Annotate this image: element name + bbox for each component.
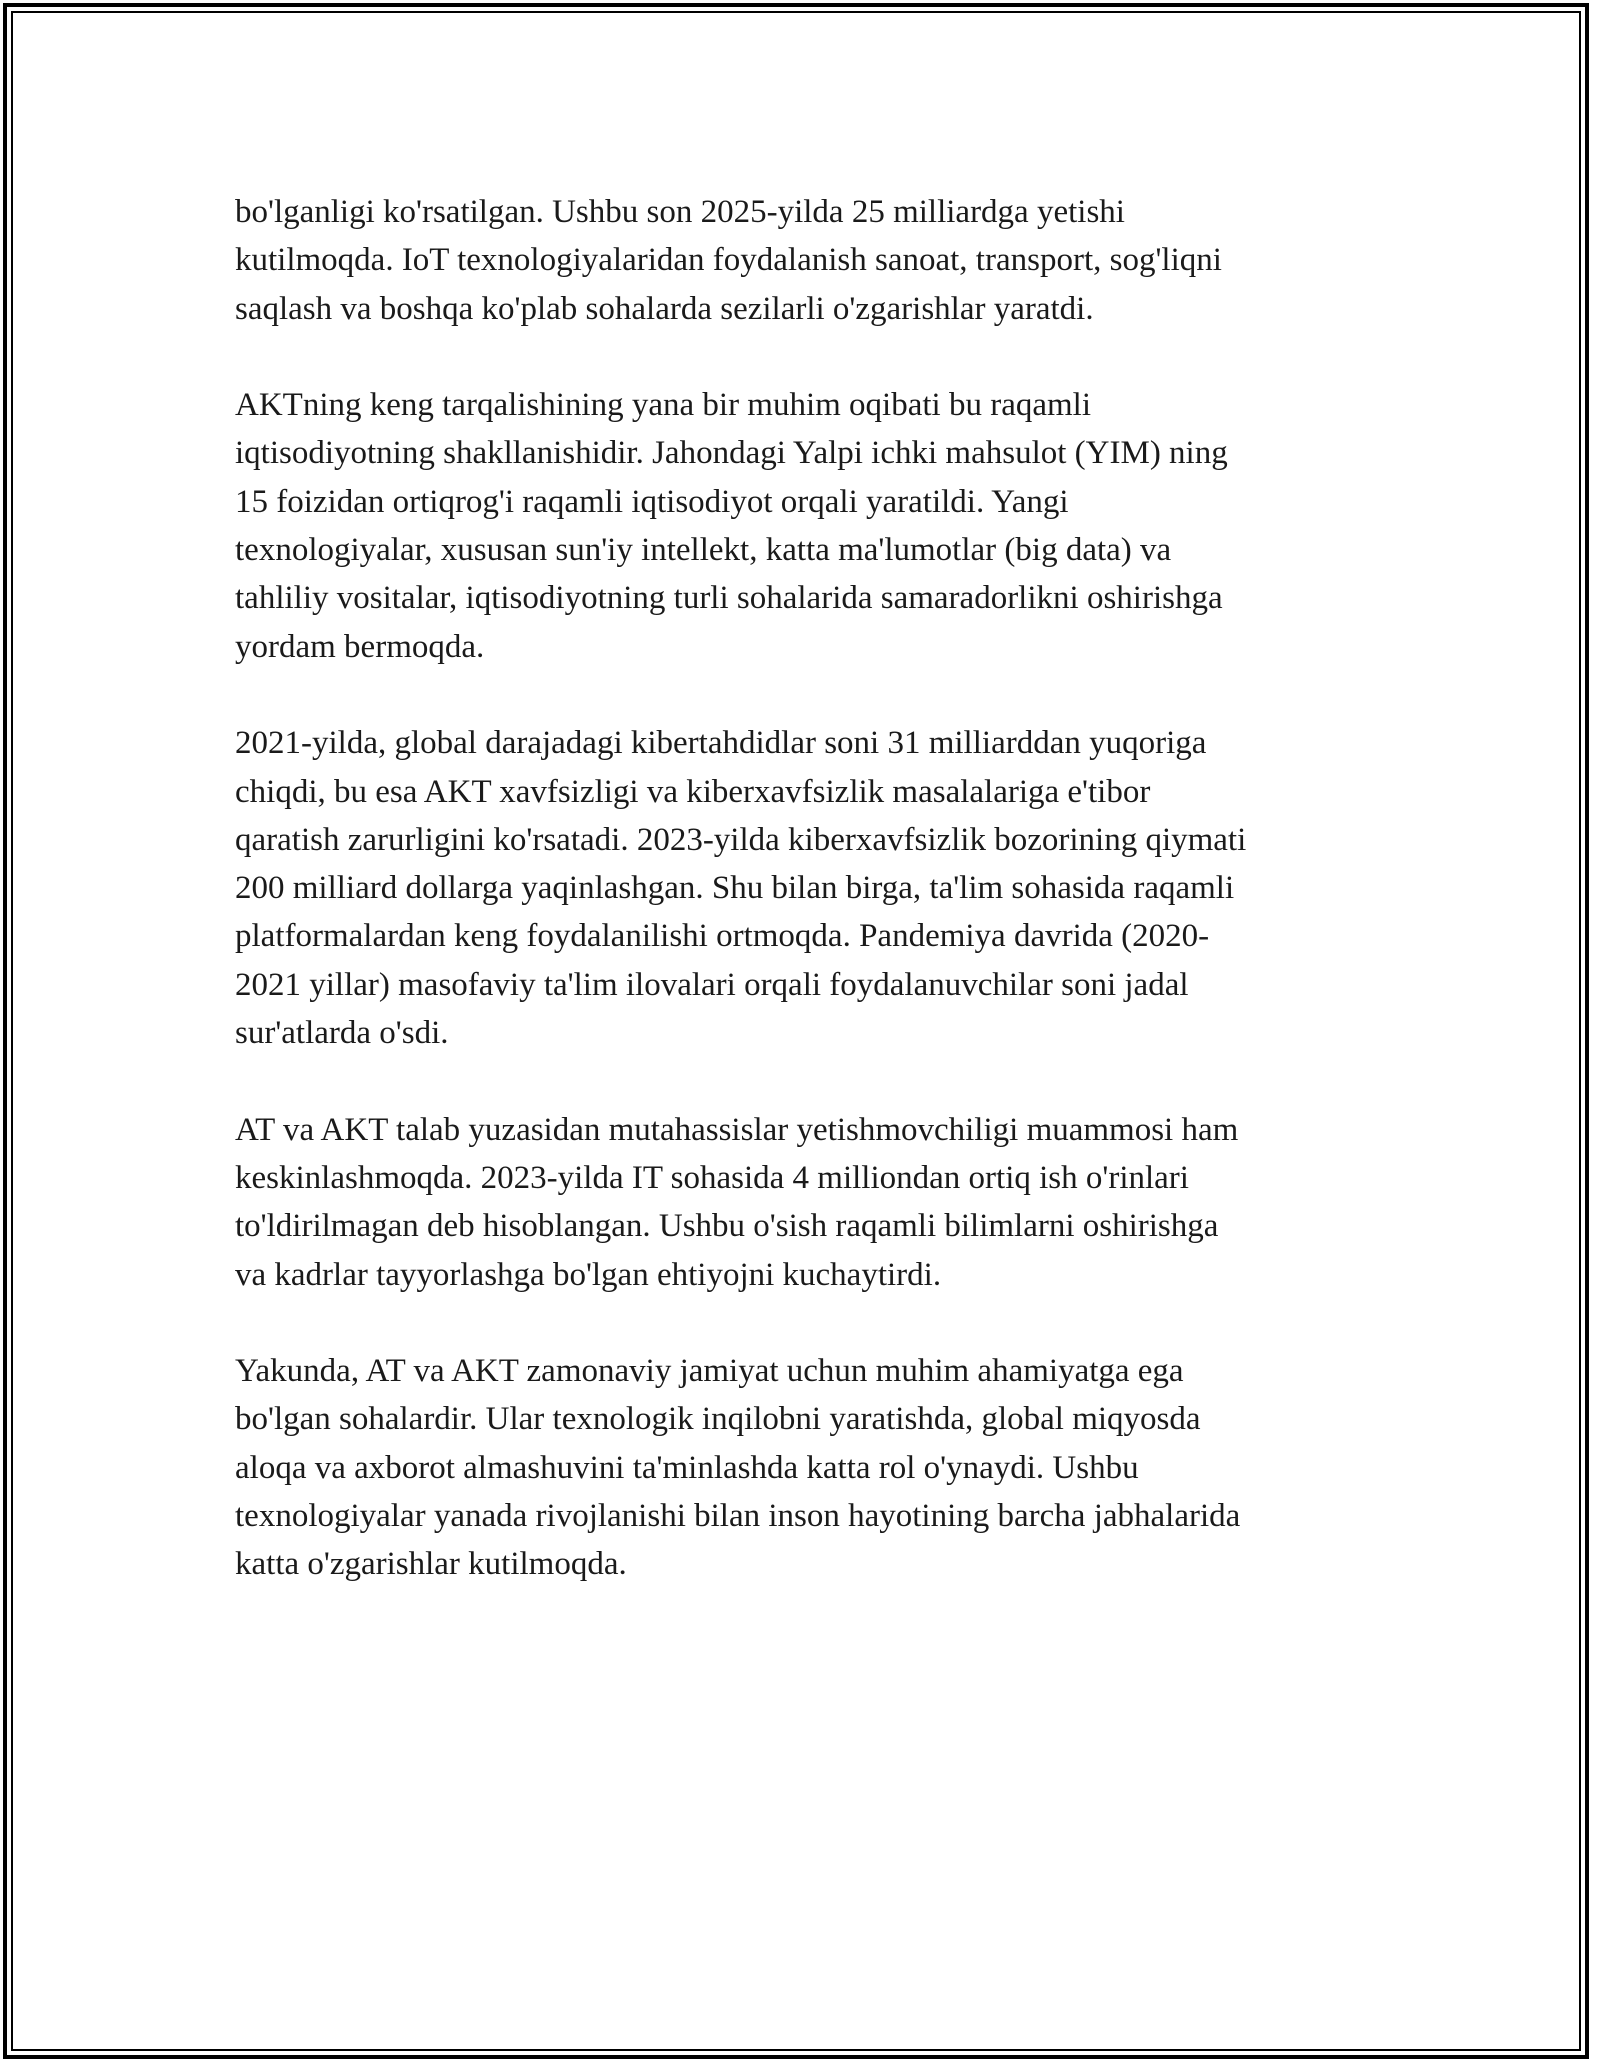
text-line: aloqa va axborot almashuvini ta'minlashda katta rol o'ynaydi. Ushbu xyxy=(235,1449,1139,1486)
text-line: 2021-yilda, global darajadagi kibertahdidlar soni 31 milliarddan yuqoriga xyxy=(235,725,1207,762)
text-line: platformalardan keng foydalanilishi ortmoqda. Pandemiya davrida (2020- xyxy=(235,918,1210,955)
text-line: bo'lganligi ko'rsatilgan. Ushbu son 2025-yilda 25 milliardga yetishi xyxy=(235,194,1125,230)
text-line: 2021 yillar) masofaviy ta'lim ilovalari orqali foydalanuvchilar soni jadal xyxy=(235,966,1189,1003)
text-line: bo'lgan sohalardir. Ular texnologik inqilobni yaratishda, global miqyosda xyxy=(235,1401,1201,1438)
document-body xyxy=(235,188,1375,1637)
text-line: tahliliy vositalar, iqtisodiyotning turli sohalarida samaradorlikni oshirishga xyxy=(235,580,1223,617)
text-line: sur'atlarda o'sdi. xyxy=(235,1015,449,1052)
text-line: yordam bermoqda. xyxy=(235,628,485,665)
paragraph xyxy=(235,719,1375,1057)
paragraph xyxy=(235,381,1375,671)
text-line: saqlash va boshqa ko'plab sohalarda sezilarli o'zgarishlar yaratdi. xyxy=(235,290,1094,327)
text-line: keskinlashmoqda. 2023-yilda IT sohasida 4 milliondan ortiq ish o'rinlari xyxy=(235,1159,1189,1196)
paragraph xyxy=(235,1347,1375,1588)
text-line: AT va AKT talab yuzasidan mutahassislar yetishmovchiligi muammosi ham xyxy=(235,1111,1239,1148)
text-line: katta o'zgarishlar kutilmoqda. xyxy=(235,1546,627,1583)
text-line: to'ldirilmagan deb hisoblangan. Ushbu o'sish raqamli bilimlarni oshirishga xyxy=(235,1208,1219,1245)
text-line: AKTning keng tarqalishining yana bir muhim oqibati bu raqamli xyxy=(235,387,1092,424)
text-line: chiqdi, bu esa AKT xavfsizligi va kiberxavfsizlik masalalariga e'tibor xyxy=(235,773,1151,810)
text-line: kutilmoqda. IoT texnologiyalaridan foydalanish sanoat, transport, sog'liqni xyxy=(235,242,1222,279)
text-line: 15 foizidan ortiqrog'i raqamli iqtisodiyot orqali yaratildi. Yangi xyxy=(235,483,1069,520)
text-line: 200 milliard dollarga yaqinlashgan. Shu bilan birga, ta'lim sohasida raqamli xyxy=(235,870,1235,907)
text-line: texnologiyalar, xususan sun'iy intellekt, katta ma'lumotlar (big data) va xyxy=(235,532,1172,569)
text-line: qaratish zarurligini ko'rsatadi. 2023-yilda kiberxavfsizlik bozorining qiymati xyxy=(235,821,1247,858)
text-line: va kadrlar tayyorlashga bo'lgan ehtiyojni kuchaytirdi. xyxy=(235,1256,942,1293)
text-line: Yakunda, AT va AKT zamonaviy jamiyat uchun muhim ahamiyatga ega xyxy=(235,1353,1184,1390)
paragraph xyxy=(235,1106,1375,1299)
text-line: texnologiyalar yanada rivojlanishi bilan inson hayotining barcha jabhalarida xyxy=(235,1498,1241,1535)
text-line: iqtisodiyotning shakllanishidir. Jahondagi Yalpi ichki mahsulot (YIM) ning xyxy=(235,435,1228,472)
paragraph xyxy=(235,188,1375,333)
